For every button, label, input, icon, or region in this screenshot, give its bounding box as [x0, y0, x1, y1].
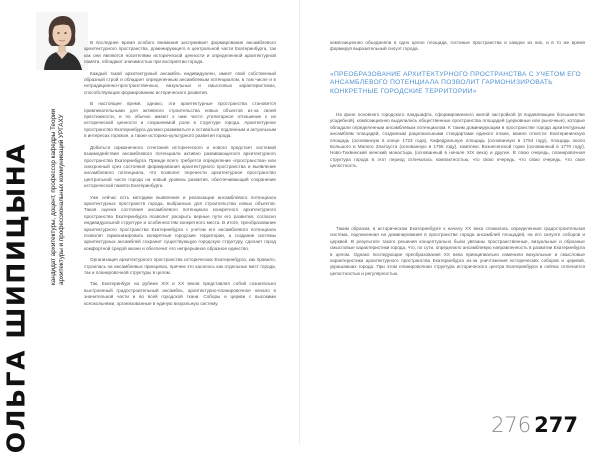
paragraph: В последнее время особого внимания заслуживает формирование ансамблевого архитектурного пространства, доминирующего в центральной части Екатеринбурга, так как они являются носителями исторической ценности и определенной архитектурной памяти, обладают значимостью при восприятии города. [84, 40, 276, 65]
page-number-left: 276 [491, 413, 532, 437]
paragraph: Добиться гармоничного сочетания исторического и нового предстает системой взаимодействия ансамблевого потенциала активно развивающегося архитектурного пространства Екатеринбурга. Прежде всего требуется определение «пространства» или синхронный срез состояния формирования архитектурного пространства и выявление ансамблевого потенциала, что позволит перенести архитектурное пространство центральной части города на новый уровень развития, обеспечивающий сохранение исторической памяти Екатеринбурга. [84, 144, 276, 189]
paragraph: Каждый такой архитектурный ансамбль индивидуален, имеет свой собственный образный строй и обладает определенным ансамблевым потенциалом, в том числе и в нетрадиционно-пространственных, визуальных и смысловых характеристиках, способствующих формированию исторического развития. [84, 70, 276, 95]
paragraph: Организация архитектурного пространства исторических Екатеринбурга, как правило, строилась на ансамблевых принципах, причем это касалось как отдельных мест города, так и планировочной структуры в целом. [84, 257, 276, 275]
author-role: кандидат архитектуры, доцент, профессор кафедры Теории архитектуры и профессиональных коммуникаций УРГАХУ [50, 108, 65, 285]
paragraph: Уже сейчас есть методики выявления и реализации ансамблевого потенциала архитектурных пространств города, выбранных для строительства новых объектов. Такая оценка состояния ансамблевого потенциала конкретного архитектурного пространства Екатеринбурга позволит раскрыть верные пути его развития, согласно индивидуальной структуре и особенностям конкретного места. В итоге, преобразование архитектурного пространства Екатеринбурга с учетом его ансамблевого потенциала позволит гармонизировать конкретные городские территории, а создание системы архитектурных ансамблей сохранит существующую городскую структуру, сделает город комфортной средой жизни и обеспечит его непрерывное образное единство. [84, 194, 276, 251]
author-name-block [1, 142, 31, 453]
paragraph: Таким образом, в историческом Екатеринбурге к началу XX века сложилась определенная градостроительная система, подчиненная на доминирования в пространстве города ансамблей площадей, на его силуэте соборов и церквей. В результате такого решения концептуально были увязаны пространственные, визуальные и образные смысловые характеристики города, что, по сути, определило ансамблевую направленность в развитии Екатеринбурга в целом. Однако последующие преобразования XX века принципиально изменили визуальные и смысловые характеристики архитектурного пространства Екатеринбурга из-за уничтожения исторических соборов и церквей, украшавших города. При этом планировочная структура исторического центра Екатеринбурга и сейчас отличается целостностью и регулярностью. [330, 226, 585, 276]
right-article-column-middle [330, 112, 585, 207]
right-article-column-top [330, 40, 585, 60]
page-gutter [299, 0, 300, 444]
paragraph: Так, Екатеринбург на рубеже XIX и XX веков представлял собой сознательно выстроенный градостроительный ансамбль, архитектурно-планировочное начало в значительной части и во всей городской ткани. Соборы и церкви с высокими колокольнями, организованные в единую визуальную систему. [84, 281, 276, 306]
paragraph: На фоне основного городского ландшафта, сформированного жилой застройкой (в подавляющем большинстве усадебной), композиционно выделились общественные пространства площадей (церковные или рыночные), которые обладали определенным ансамблевым потенциалом. К таким доминирующим в пространстве города архитектурным ансамблям площадей, созданным рациональными стандартами единого плана, можно отнести: Екатерининскую площадь (основанную в конце 1723 года), Кафедральную площадь (основанную в 1754 году), площадь около Большого и Малого Златоуста (основанную в 1755 году), комплекс Вознесенской горки (основанный в 1770 году), Ново-Тихвинский женский монастырь (основанный в начале XIX века) и другие. В свою очередь, планировочная структура города в этот период отличалась компактностью, что свою очередь, что свою очередь, что свое целостность. [330, 112, 585, 169]
author-role-block [32, 75, 84, 285]
paragraph: В настоящее время, однако, эти архитектурные пространства становятся привлекательными для активного строительства новых объектов из-за своей престижности, и по обычно имеют к ним чисто утилитарное отношение к их исторической ценности и сохраняемой роли в структуре города. Архитектурное пространство Екатеринбурга должно развиваться и оставаться подлинным и актуальным в интересах горожан, а также историко-культурного развития города. [84, 101, 276, 139]
right-article-column-bottom [330, 226, 585, 426]
page-number-right: 277 [534, 413, 578, 437]
author-photo-image [36, 12, 88, 70]
pull-quote-heading: «ПРЕОБРАЗОВАНИЕ АРХИТЕКТУРНОГО ПРОСТРАНСТВА С УЧЕТОМ ЕГО АНСАМБЛЕВОГО ПОТЕНЦИАЛА ПОЗВОЛИТ ГАРМОНИЗИРОВАТЬ КОНКРЕТНЫЕ ГОРОДСКИЕ ТЕРРИТОРИИ» [330, 71, 581, 95]
author-name: ОЛЬГА ШИПИЦЫНА [1, 142, 31, 453]
paragraph: композиционно объединяли в одно целое площади, гостиные пространства и каждое из них, и в то же время формируя выразительный силуэт города. [330, 40, 585, 52]
left-article-column [84, 40, 276, 438]
author-portrait [36, 12, 88, 70]
page-numbers [491, 415, 578, 436]
